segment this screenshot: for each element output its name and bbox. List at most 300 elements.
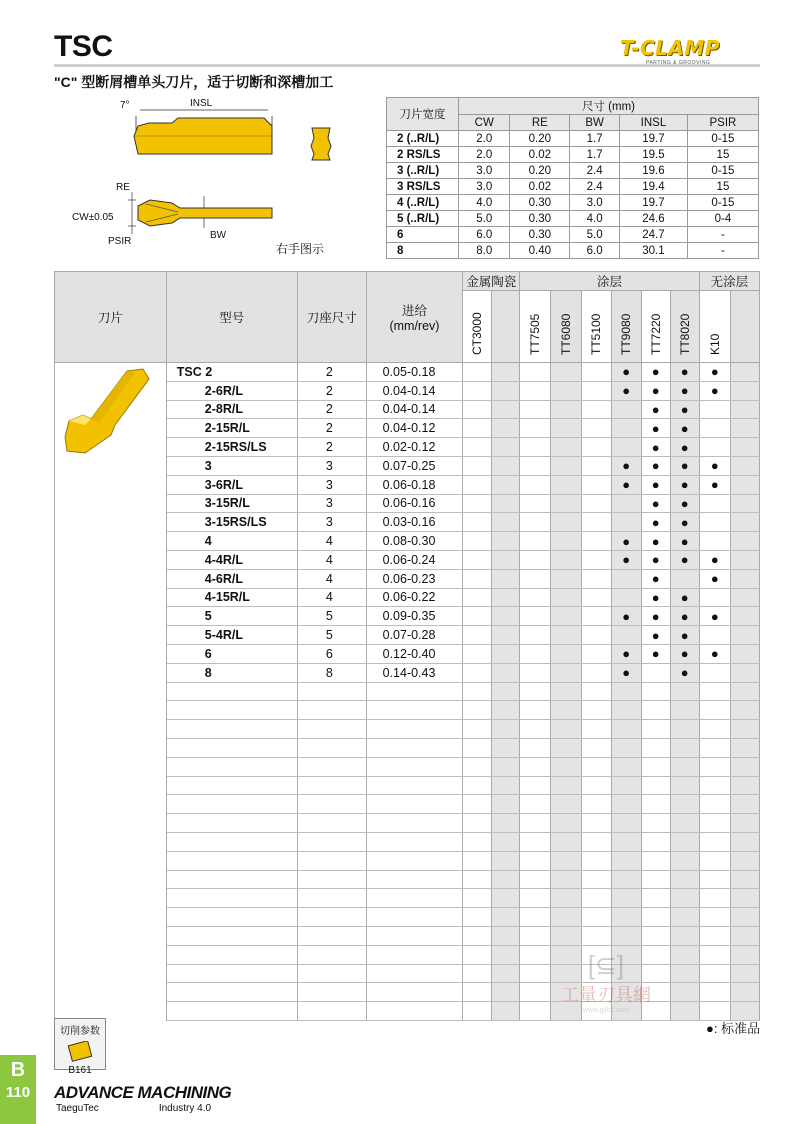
holder-cell: 3 bbox=[297, 475, 366, 494]
dim-row bbox=[387, 227, 759, 243]
grade-cell bbox=[492, 776, 520, 795]
grade-cell bbox=[463, 607, 492, 626]
feed-cell bbox=[366, 832, 463, 851]
grade-cell bbox=[699, 814, 730, 833]
standard-dot-icon: ● bbox=[651, 533, 660, 549]
dim-width-cell: 2 (..R/L) bbox=[387, 131, 459, 147]
dim-row bbox=[387, 195, 759, 211]
grade-cell bbox=[520, 419, 551, 438]
grade-cell bbox=[611, 644, 641, 663]
grade-cell bbox=[641, 701, 670, 720]
grade-cell bbox=[581, 419, 611, 438]
grade-cell bbox=[551, 776, 581, 795]
grade-cell bbox=[520, 494, 551, 513]
grade-cell bbox=[641, 626, 670, 645]
dim-value-cell: 4.0 bbox=[459, 195, 510, 211]
grade-cell bbox=[492, 1002, 520, 1021]
standard-dot-icon: ● bbox=[651, 627, 660, 643]
grade-cell bbox=[551, 795, 581, 814]
grade-cell bbox=[581, 438, 611, 457]
model-cell bbox=[166, 964, 297, 983]
grade-cell bbox=[730, 851, 759, 870]
holder-cell: 6 bbox=[297, 644, 366, 663]
watermark-url: www.gjlbz.com bbox=[582, 1007, 630, 1014]
grade-cell bbox=[581, 644, 611, 663]
model-cell bbox=[166, 870, 297, 889]
grade-cell bbox=[551, 720, 581, 739]
grade-cell bbox=[611, 569, 641, 588]
feed-cell: 0.09-0.35 bbox=[366, 607, 463, 626]
model-cell bbox=[166, 738, 297, 757]
cutting-params-label: 切削参数 bbox=[60, 1026, 100, 1037]
grade-cell bbox=[492, 926, 520, 945]
grade-cell bbox=[492, 682, 520, 701]
grade-cell bbox=[670, 607, 699, 626]
cermet-group: 金属陶瓷 bbox=[463, 272, 520, 291]
model-cell: 3 bbox=[166, 456, 297, 475]
grade-cell bbox=[581, 795, 611, 814]
legend: ●: 标准品 bbox=[706, 1021, 761, 1036]
grade-cell bbox=[611, 400, 641, 419]
grade-cell bbox=[581, 626, 611, 645]
grade-cell bbox=[730, 720, 759, 739]
model-cell: 4-4R/L bbox=[166, 550, 297, 569]
holder-cell bbox=[297, 983, 366, 1002]
grade-cell bbox=[551, 532, 581, 551]
grade-cell bbox=[611, 494, 641, 513]
holder-cell: 5 bbox=[297, 626, 366, 645]
grade-cell bbox=[730, 381, 759, 400]
grade-cell bbox=[699, 908, 730, 927]
grade-cell bbox=[551, 438, 581, 457]
grade-cell bbox=[551, 550, 581, 569]
holder-cell bbox=[297, 964, 366, 983]
model-cell bbox=[166, 776, 297, 795]
grade-cell bbox=[463, 1002, 492, 1021]
grade-cell bbox=[581, 494, 611, 513]
grade-cell bbox=[730, 738, 759, 757]
grade-cell bbox=[581, 456, 611, 475]
grade-cell bbox=[581, 663, 611, 682]
grade-cell bbox=[699, 926, 730, 945]
section-tab bbox=[0, 1055, 36, 1124]
grade-cell bbox=[492, 644, 520, 663]
standard-dot-icon: ● bbox=[651, 383, 660, 399]
grade-cell bbox=[551, 701, 581, 720]
dim-value-cell: 0.30 bbox=[510, 211, 570, 227]
grade-cell bbox=[581, 889, 611, 908]
grade-cell bbox=[641, 513, 670, 532]
grade-cell bbox=[463, 588, 492, 607]
grade-cell bbox=[730, 588, 759, 607]
grade-cell bbox=[551, 494, 581, 513]
grade-cell bbox=[551, 663, 581, 682]
grade-cell bbox=[699, 757, 730, 776]
holder-cell bbox=[297, 720, 366, 739]
grade-cell bbox=[670, 701, 699, 720]
grade-cell bbox=[492, 757, 520, 776]
grade-header: CT3000 bbox=[463, 291, 492, 363]
grade-cell bbox=[520, 626, 551, 645]
grade-cell bbox=[670, 795, 699, 814]
dim-value-cell: 2.4 bbox=[570, 179, 620, 195]
grade-cell bbox=[670, 363, 699, 382]
feed-cell: 0.03-0.16 bbox=[366, 513, 463, 532]
holder-cell bbox=[297, 757, 366, 776]
dim-col-header: BW bbox=[570, 115, 620, 131]
feed-cell: 0.14-0.43 bbox=[366, 663, 463, 682]
feed-cell bbox=[366, 738, 463, 757]
standard-dot-icon: ● bbox=[680, 439, 689, 455]
grade-cell bbox=[611, 814, 641, 833]
holder-cell bbox=[297, 682, 366, 701]
feed-cell: 0.12-0.40 bbox=[366, 644, 463, 663]
grade-cell bbox=[641, 720, 670, 739]
grade-cell bbox=[581, 926, 611, 945]
holder-cell: 2 bbox=[297, 438, 366, 457]
grade-cell bbox=[670, 738, 699, 757]
grade-cell bbox=[641, 870, 670, 889]
dim-row bbox=[387, 147, 759, 163]
grade-cell bbox=[492, 945, 520, 964]
grade-cell bbox=[730, 513, 759, 532]
standard-dot-icon: ● bbox=[651, 401, 660, 417]
standard-dot-icon: ● bbox=[680, 514, 689, 530]
grade-header: TT7220 bbox=[641, 291, 670, 363]
feed-cell bbox=[366, 701, 463, 720]
grade-cell bbox=[520, 588, 551, 607]
model-cell: 8 bbox=[166, 663, 297, 682]
grade-cell bbox=[699, 889, 730, 908]
standard-dot-icon: ● bbox=[680, 458, 689, 474]
insert-table bbox=[54, 271, 760, 1021]
grade-header: TT9080 bbox=[611, 291, 641, 363]
model-cell: 5-4R/L bbox=[166, 626, 297, 645]
model-cell: 2-15R/L bbox=[166, 419, 297, 438]
footer-slogan: Industry 4.0 bbox=[158, 1103, 212, 1114]
grade-cell bbox=[670, 926, 699, 945]
grade-cell bbox=[670, 720, 699, 739]
feed-cell bbox=[366, 870, 463, 889]
grade-cell bbox=[520, 682, 551, 701]
dim-value-cell: 19.7 bbox=[620, 131, 688, 147]
feed-cell bbox=[366, 908, 463, 927]
dim-row bbox=[387, 211, 759, 227]
grade-cell bbox=[463, 363, 492, 382]
grade-cell bbox=[670, 814, 699, 833]
grade-cell bbox=[730, 475, 759, 494]
dim-col-header: INSL bbox=[620, 115, 688, 131]
feed-cell: 0.04-0.12 bbox=[366, 419, 463, 438]
grade-cell bbox=[581, 814, 611, 833]
standard-dot-icon: ● bbox=[710, 608, 719, 624]
grade-cell bbox=[611, 832, 641, 851]
model-cell bbox=[166, 832, 297, 851]
grade-cell bbox=[492, 964, 520, 983]
grade-cell bbox=[641, 832, 670, 851]
insert-image bbox=[55, 363, 167, 1021]
brand-name: T-CLAMP bbox=[620, 36, 720, 60]
model-cell: 6 bbox=[166, 644, 297, 663]
grade-cell bbox=[699, 663, 730, 682]
dim-value-cell: 3.0 bbox=[570, 195, 620, 211]
model-cell bbox=[166, 851, 297, 870]
grade-cell bbox=[492, 851, 520, 870]
holder-cell bbox=[297, 870, 366, 889]
standard-dot-icon: ● bbox=[710, 571, 719, 587]
grade-cell bbox=[641, 663, 670, 682]
standard-dot-icon: ● bbox=[651, 458, 660, 474]
dim-col-header: PSIR bbox=[687, 115, 758, 131]
grade-cell bbox=[670, 663, 699, 682]
grade-cell bbox=[730, 889, 759, 908]
grade-cell bbox=[730, 795, 759, 814]
grade-cell bbox=[520, 870, 551, 889]
grade-cell bbox=[581, 381, 611, 400]
grade-cell bbox=[520, 644, 551, 663]
feed-cell: 0.02-0.12 bbox=[366, 438, 463, 457]
model-cell: 4 bbox=[166, 532, 297, 551]
grade-cell bbox=[492, 550, 520, 569]
grade-cell bbox=[641, 419, 670, 438]
feed-cell: 0.07-0.25 bbox=[366, 456, 463, 475]
grade-cell bbox=[730, 757, 759, 776]
grade-cell bbox=[463, 889, 492, 908]
grade-cell bbox=[492, 795, 520, 814]
standard-dot-icon: ● bbox=[710, 383, 719, 399]
standard-dot-icon: ● bbox=[710, 552, 719, 568]
holder-cell bbox=[297, 945, 366, 964]
holder-cell: 4 bbox=[297, 588, 366, 607]
grade-cell bbox=[699, 851, 730, 870]
grade-cell bbox=[463, 964, 492, 983]
grade-cell bbox=[699, 532, 730, 551]
brand-logo bbox=[620, 36, 760, 68]
grade-cell bbox=[492, 663, 520, 682]
dim-value-cell: 19.7 bbox=[620, 195, 688, 211]
model-cell: 3-15RS/LS bbox=[166, 513, 297, 532]
grade-cell bbox=[463, 908, 492, 927]
dim-value-cell: 0.02 bbox=[510, 179, 570, 195]
grade-cell bbox=[581, 588, 611, 607]
standard-dot-icon: ● bbox=[651, 495, 660, 511]
model-cell bbox=[166, 701, 297, 720]
grade-cell bbox=[520, 757, 551, 776]
grade-cell bbox=[520, 701, 551, 720]
grade-cell bbox=[699, 381, 730, 400]
holder-cell bbox=[297, 832, 366, 851]
dim-value-cell: 0-15 bbox=[687, 131, 758, 147]
grade-cell bbox=[699, 701, 730, 720]
grade-header bbox=[730, 291, 759, 363]
grade-cell bbox=[611, 889, 641, 908]
model-cell bbox=[166, 757, 297, 776]
grade-cell bbox=[463, 419, 492, 438]
grade-cell bbox=[641, 814, 670, 833]
grade-cell bbox=[463, 513, 492, 532]
grade-cell bbox=[463, 945, 492, 964]
page-title: TSC bbox=[54, 30, 113, 63]
grade-cell bbox=[463, 720, 492, 739]
grade-cell bbox=[520, 363, 551, 382]
grade-cell bbox=[699, 720, 730, 739]
grade-cell bbox=[611, 720, 641, 739]
grade-cell bbox=[492, 626, 520, 645]
feed-cell bbox=[366, 889, 463, 908]
size-header: 尺寸 (mm) bbox=[459, 98, 759, 115]
grade-cell bbox=[492, 400, 520, 419]
grade-cell bbox=[520, 776, 551, 795]
grade-cell bbox=[730, 456, 759, 475]
grade-cell bbox=[699, 569, 730, 588]
grade-cell bbox=[551, 644, 581, 663]
grade-cell bbox=[551, 926, 581, 945]
grade-cell bbox=[641, 494, 670, 513]
dim-value-cell: 15 bbox=[687, 147, 758, 163]
grade-cell bbox=[520, 814, 551, 833]
grade-cell bbox=[551, 456, 581, 475]
dim-value-cell: - bbox=[687, 227, 758, 243]
grade-cell bbox=[581, 363, 611, 382]
grade-cell bbox=[492, 419, 520, 438]
grade-cell bbox=[611, 475, 641, 494]
grade-cell bbox=[611, 550, 641, 569]
grade-cell bbox=[492, 607, 520, 626]
standard-dot-icon: ● bbox=[622, 458, 631, 474]
dim-width-cell: 3 (..R/L) bbox=[387, 163, 459, 179]
holder-cell bbox=[297, 701, 366, 720]
grade-cell bbox=[670, 532, 699, 551]
grade-cell bbox=[551, 475, 581, 494]
grade-cell bbox=[611, 701, 641, 720]
grade-cell bbox=[492, 456, 520, 475]
standard-dot-icon: ● bbox=[622, 533, 631, 549]
grade-cell bbox=[520, 607, 551, 626]
grade-cell bbox=[670, 569, 699, 588]
model-cell: 3-6R/L bbox=[166, 475, 297, 494]
grade-cell bbox=[551, 513, 581, 532]
model-cell bbox=[166, 814, 297, 833]
grade-cell bbox=[520, 513, 551, 532]
grade-cell bbox=[730, 494, 759, 513]
grade-cell bbox=[730, 908, 759, 927]
grade-cell bbox=[641, 588, 670, 607]
cutting-params-link[interactable] bbox=[54, 1018, 106, 1076]
grade-cell bbox=[581, 851, 611, 870]
grade-cell bbox=[551, 607, 581, 626]
grade-cell bbox=[551, 870, 581, 889]
grade-cell bbox=[463, 795, 492, 814]
grade-cell bbox=[670, 381, 699, 400]
feed-cell bbox=[366, 795, 463, 814]
standard-dot-icon: ● bbox=[680, 383, 689, 399]
feed-cell: 0.04-0.14 bbox=[366, 381, 463, 400]
footer-company: TaeguTec bbox=[56, 1103, 99, 1114]
model-cell bbox=[166, 908, 297, 927]
grade-cell bbox=[611, 738, 641, 757]
holder-cell: 2 bbox=[297, 419, 366, 438]
grade-header: K10 bbox=[699, 291, 730, 363]
grade-cell bbox=[699, 832, 730, 851]
grade-cell bbox=[463, 494, 492, 513]
grade-cell bbox=[463, 983, 492, 1002]
feed-cell bbox=[366, 1002, 463, 1021]
grade-cell bbox=[551, 851, 581, 870]
grade-cell bbox=[581, 701, 611, 720]
grade-cell bbox=[463, 851, 492, 870]
holder-cell bbox=[297, 926, 366, 945]
grade-cell bbox=[463, 644, 492, 663]
grade-cell bbox=[699, 419, 730, 438]
feed-cell: 0.04-0.14 bbox=[366, 400, 463, 419]
grade-cell bbox=[492, 438, 520, 457]
grade-cell bbox=[670, 588, 699, 607]
standard-dot-icon: ● bbox=[651, 571, 660, 587]
grade-header: TT7505 bbox=[520, 291, 551, 363]
grade-cell bbox=[551, 738, 581, 757]
standard-dot-icon: ● bbox=[680, 665, 689, 681]
dim-value-cell: 0-4 bbox=[687, 211, 758, 227]
grade-cell bbox=[699, 607, 730, 626]
grade-cell bbox=[551, 889, 581, 908]
standard-dot-icon: ● bbox=[622, 477, 631, 493]
grade-cell bbox=[520, 532, 551, 551]
standard-dot-icon: ● bbox=[651, 477, 660, 493]
grade-cell bbox=[492, 381, 520, 400]
grade-cell bbox=[699, 795, 730, 814]
holder-cell: 4 bbox=[297, 532, 366, 551]
uncoated-group: 无涂层 bbox=[699, 272, 759, 291]
grade-cell bbox=[670, 456, 699, 475]
dim-value-cell: 1.7 bbox=[570, 131, 620, 147]
feed-cell: 0.06-0.24 bbox=[366, 550, 463, 569]
grade-cell bbox=[520, 438, 551, 457]
grade-cell bbox=[520, 475, 551, 494]
grade-cell bbox=[641, 908, 670, 927]
grade-cell bbox=[699, 945, 730, 964]
grade-cell bbox=[699, 475, 730, 494]
grade-cell bbox=[699, 456, 730, 475]
grade-cell bbox=[641, 456, 670, 475]
dim-width-cell: 4 (..R/L) bbox=[387, 195, 459, 211]
grade-cell bbox=[730, 964, 759, 983]
grade-cell bbox=[699, 438, 730, 457]
model-cell: 4-15R/L bbox=[166, 588, 297, 607]
grade-cell bbox=[463, 757, 492, 776]
grade-cell bbox=[611, 776, 641, 795]
grade-cell bbox=[730, 532, 759, 551]
dim-value-cell: 24.7 bbox=[620, 227, 688, 243]
grade-cell bbox=[581, 569, 611, 588]
grade-cell bbox=[730, 776, 759, 795]
holder-cell bbox=[297, 1002, 366, 1021]
grade-cell bbox=[551, 588, 581, 607]
standard-dot-icon: ● bbox=[680, 552, 689, 568]
grade-cell bbox=[641, 926, 670, 945]
grade-cell bbox=[641, 644, 670, 663]
grade-cell bbox=[551, 832, 581, 851]
dim-value-cell: 19.4 bbox=[620, 179, 688, 195]
grade-cell bbox=[581, 550, 611, 569]
standard-dot-icon: ● bbox=[710, 364, 719, 380]
grade-cell bbox=[699, 870, 730, 889]
grade-cell bbox=[641, 757, 670, 776]
grade-cell bbox=[641, 363, 670, 382]
standard-dot-icon: ● bbox=[651, 439, 660, 455]
psir-label: PSIR bbox=[108, 236, 132, 247]
grade-cell bbox=[611, 456, 641, 475]
grade-cell bbox=[611, 607, 641, 626]
